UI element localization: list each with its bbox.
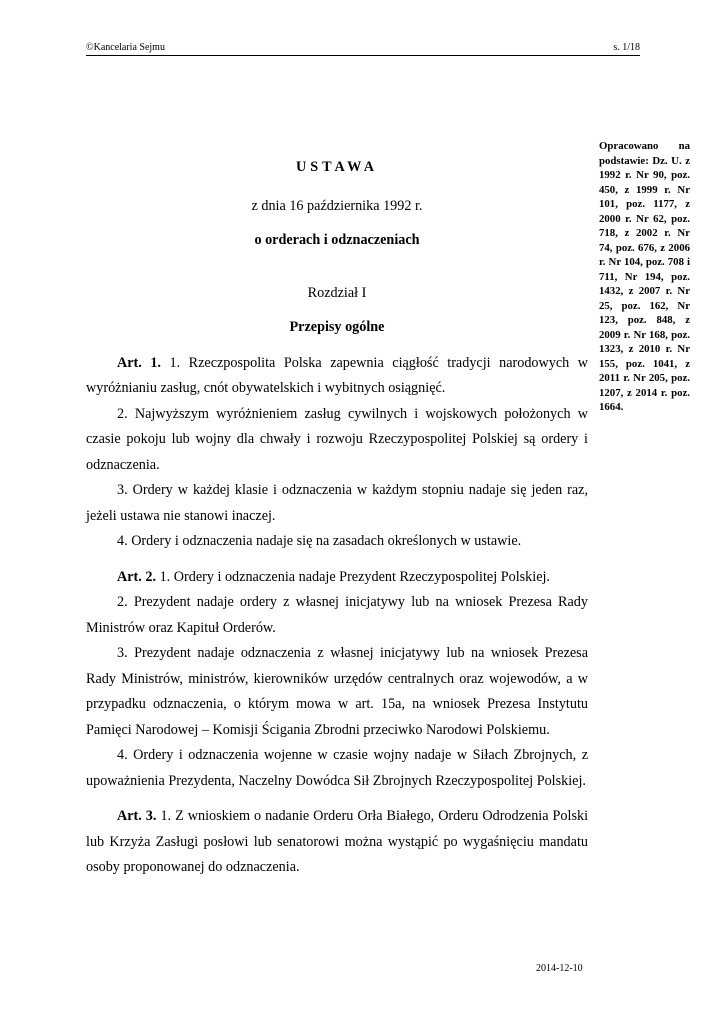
document-date: z dnia 16 października 1992 r. [251, 197, 423, 214]
chapter-title: Przepisy ogólne [289, 319, 385, 335]
document-subject: o orderach i odznaczeniach [254, 232, 420, 248]
article-1-paragraph-4: 4. Ordery i odznaczenia nadaje się na zasadach określonych w ustawie. [117, 533, 522, 549]
article-1-paragraph-2: 2. Najwyższym wyróżnieniem zasług cywilnych i wojskowych położonych w czasie pokoju lub wojny dla chwały i rozwoju Rzeczypospolitej Polskiej są ordery i odznaczenia. [86, 405, 588, 473]
article-2-text-1: 1. Ordery i odznaczenia nadaje Prezydent Rzeczypospolitej Polskiej. [159, 568, 550, 585]
publisher-label: ©Kancelaria Sejmu [86, 42, 165, 53]
article-1-text-1: 1. Rzeczpospolita Polska zapewnia ciągłość tradycji narodowych w wyróżnianiu zasług, cnót obywatelskich i wybitnych osiągnięć. [86, 354, 588, 396]
article-1-paragraph-3: 3. Ordery w każdej klasie i odznaczenia w każdym stopniu nadaje się jeden raz, jeżeli ustawa nie stanowi inaczej. [86, 482, 588, 524]
article-2-paragraph-3: 3. Prezydent nadaje odznaczenia z własnej inicjatywy lub na wniosek Prezesa Rady Ministrów, ministrów, kierowników urzędów centralnych oraz wojewodów, a w przypadku odznaczenia, o którym mowa w art. 15a, na wniosek Prezesa Instytutu Pamięci Narodowej – Komisji Ścigania Zbrodni przeciwko Narodowi Polskiemu. [86, 645, 588, 738]
page-header [86, 42, 640, 56]
article-3-paragraph-1 [86, 804, 588, 881]
article-1-label: Art. 1. [117, 354, 161, 371]
document-title: USTAWA [295, 159, 379, 175]
article-1-paragraph-1 [86, 351, 588, 402]
chapter-number: Rozdział I [307, 284, 367, 301]
article-2-label: Art. 2. [117, 568, 157, 585]
article-3-text-1: 1. Z wnioskiem o nadanie Orderu Orła Białego, Orderu Odrodzenia Polski lub Krzyża Zasługi posłowi lub senatorowi można wystąpić po wygaśnięciu mandatu osoby proponowanej do odznaczenia. [86, 808, 589, 875]
document-body [86, 148, 588, 881]
footer-date: 2014-12-10 [536, 963, 583, 974]
page-number: s. 1/18 [613, 42, 640, 53]
article-2-paragraph-1 [86, 565, 588, 591]
article-2-paragraph-4: 4. Ordery i odznaczenia wojenne w czasie wojny nadaje w Siłach Zbrojnych, z upoważnienia Prezydenta, Naczelny Dowódca Sił Zbrojnych Rzeczypospolitej Polskiej. [86, 747, 588, 789]
article-3-label: Art. 3. [117, 808, 157, 824]
source-note: Opracowano na podstawie: Dz. U. z 1992 r. Nr 90, poz. 450, z 1999 r. Nr 101, poz. 1177, z 2000 r. Nr 62, poz. 718, z 2002 r. Nr 74, poz. 676, z 2006 r. Nr 104, poz. 708 i 711, Nr 194, poz. 1432, z 2007 r. Nr 25, poz. 162, Nr 123, poz. 848, z 2009 r. Nr 168, poz. 1323, z 2010 r. Nr 155, poz. 1041, z 2011 r. Nr 205, poz. 1207, z 2014 r. poz. 1664. [599, 140, 690, 413]
article-2-paragraph-2: 2. Prezydent nadaje ordery z własnej inicjatywy lub na wniosek Prezesa Rady Ministrów oraz Kapituł Orderów. [86, 594, 588, 636]
